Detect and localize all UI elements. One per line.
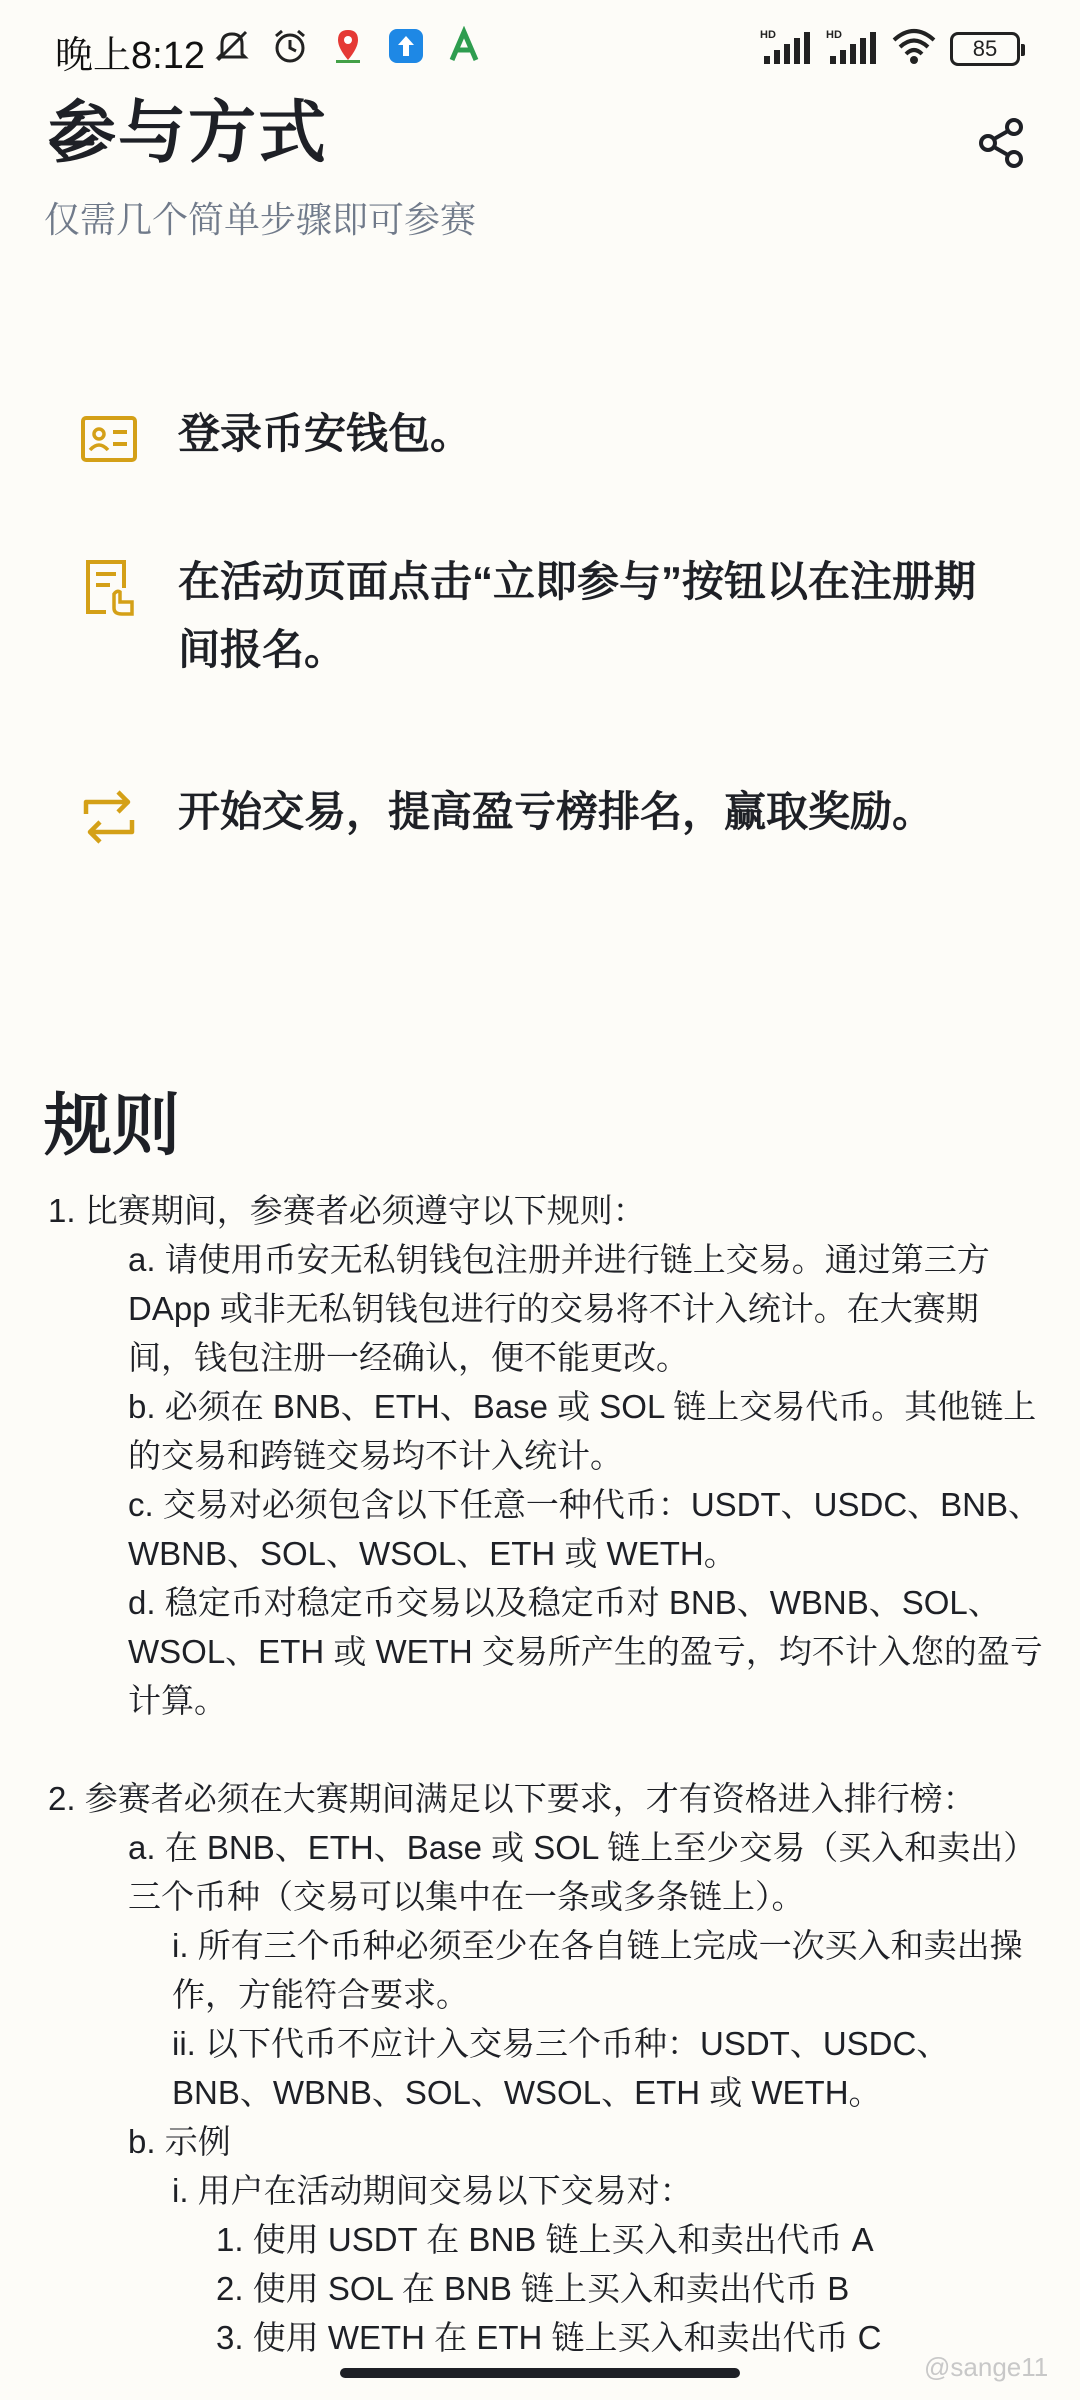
rule-item-2a-ii: ii. 以下代币不应计入交易三个币种：USDT、USDC、	[172, 2025, 950, 2062]
hd-signal-icon	[826, 26, 878, 71]
step-login	[80, 400, 998, 468]
maps-icon	[328, 26, 368, 66]
rule-item-2a: a. 在 BNB、ETH、Base 或 SOL 链上至少交易（买入和卖出）	[128, 1829, 1037, 1866]
svg-text:HD: HD	[826, 29, 842, 41]
watermark: @sange11	[924, 2352, 1049, 2382]
rule-item-1a: DApp 或非无私钥钱包进行的交易将不计入统计。在大赛期	[128, 1290, 979, 1327]
hd-signal-icon	[760, 26, 812, 71]
rule-item-2b-i-2: 2. 使用 SOL 在 BNB 链上买入和卖出代币 B	[216, 2270, 850, 2307]
rule-item-1c: c. 交易对必须包含以下任意一种代币：USDT、USDC、BNB、	[128, 1486, 1042, 1523]
rule-item-2a-ii: BNB、WBNB、SOL、WSOL、ETH 或 WETH。	[172, 2074, 882, 2111]
svg-text:HD: HD	[760, 29, 776, 41]
step-text: 开始交易，提高盈亏榜排名，赢取奖励。	[178, 788, 935, 835]
status-right-icons	[760, 26, 1020, 71]
step-register	[80, 548, 998, 684]
rule-item-1a: a. 请使用币安无私钥钱包注册并进行链上交易。通过第三方	[128, 1241, 990, 1278]
rule-item-2a-i: i. 所有三个币种必须至少在各自链上完成一次买入和卖出操	[172, 1927, 1023, 1964]
alarm-icon	[270, 26, 310, 66]
share-icon[interactable]	[974, 115, 1030, 171]
step-trade	[80, 778, 998, 846]
swap-icon	[80, 788, 138, 846]
battery-level: 85	[972, 35, 998, 61]
rule-item-1b: 的交易和跨链交易均不计入统计。	[128, 1437, 623, 1474]
home-indicator[interactable]	[340, 2368, 740, 2378]
wifi-icon	[892, 26, 936, 71]
rule-item-2b-i-3: 3. 使用 WETH 在 ETH 链上买入和卖出代币 C	[216, 2319, 882, 2356]
rules-title: 规则	[44, 1088, 181, 1164]
mute-icon	[212, 26, 252, 66]
page-subtitle: 仅需几个简单步骤即可参赛	[44, 199, 477, 240]
rule-item-1: 1. 比赛期间，参赛者必须遵守以下规则：	[48, 1192, 646, 1229]
status-time: 晚上8:12	[55, 35, 205, 77]
rule-item-2b: b. 示例	[128, 2123, 231, 2160]
register-icon	[80, 558, 138, 616]
rule-item-2a-i: 作，方能符合要求。	[172, 1976, 469, 2013]
status-left-icons	[212, 26, 484, 66]
rule-item-1a: 间，钱包注册一经确认，便不能更改。	[128, 1339, 689, 1376]
rule-item-1d: WSOL、ETH 或 WETH 交易所产生的盈亏，均不计入您的盈亏	[128, 1633, 1043, 1670]
battery-icon	[950, 32, 1020, 66]
rule-item-1d: 计算。	[128, 1682, 227, 1719]
rule-item-2b-i-1: 1. 使用 USDT 在 BNB 链上买入和卖出代币 A	[216, 2221, 874, 2258]
rule-item-2b-i: i. 用户在活动期间交易以下交易对：	[172, 2172, 693, 2209]
rule-item-1d: d. 稳定币对稳定币交易以及稳定币对 BNB、WBNB、SOL、	[128, 1584, 1001, 1621]
app-a-icon	[444, 26, 484, 66]
header	[0, 75, 1080, 171]
rule-item-2a: 三个币种（交易可以集中在一条或多条链上）。	[128, 1878, 805, 1915]
back-arrow-icon[interactable]	[42, 115, 98, 171]
app-arrow-icon	[386, 26, 426, 66]
rule-item-1b: b. 必须在 BNB、ETH、Base 或 SOL 链上交易代币。其他链上	[128, 1388, 1037, 1425]
step-text: 登录币安钱包。	[178, 410, 473, 457]
rule-item-1c: WBNB、SOL、WSOL、ETH 或 WETH。	[128, 1535, 737, 1572]
page-title: 参与方式	[48, 95, 329, 171]
step-text: 在活动页面点击“立即参与”按钮以在注册期间报名。	[178, 558, 977, 673]
id-card-icon	[80, 410, 138, 468]
rule-item-2: 2. 参赛者必须在大赛期间满足以下要求，才有资格进入排行榜：	[48, 1780, 976, 1817]
